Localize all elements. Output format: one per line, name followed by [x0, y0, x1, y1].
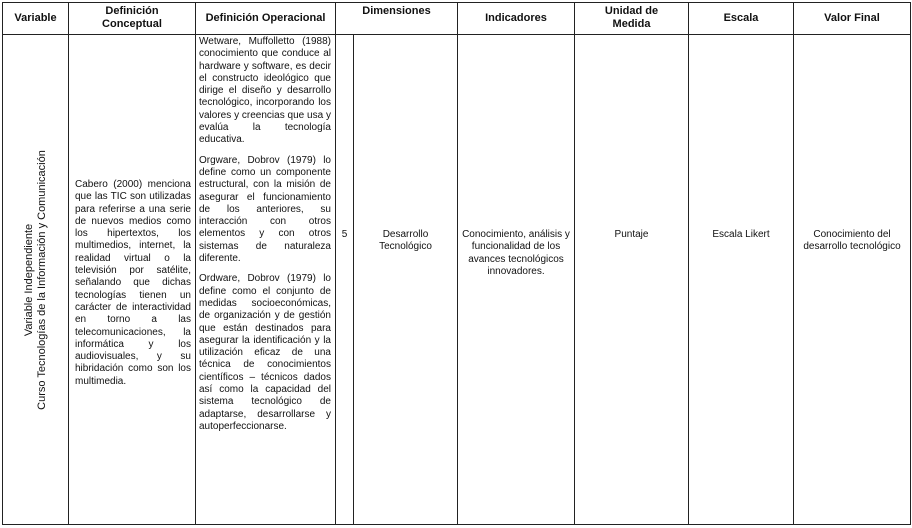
header-indicadores: Indicadores [458, 3, 575, 35]
table-row [3, 35, 911, 525]
variable-label [23, 150, 49, 410]
escala-text: Escala Likert [712, 229, 770, 240]
operationalization-table [2, 2, 911, 525]
indicadores-cell [458, 35, 575, 525]
header-variable: Variable [3, 3, 69, 35]
valor-final-cell [794, 35, 911, 525]
escala-cell [689, 35, 794, 525]
orgware-paragraph: Orgware, Dobrov (1979) lo define como un componente estructural, con la misión de asegurar el funcionamiento de los anteriores, su interacción con otros elementos y con otros sistemas de naturaleza diferente. [199, 154, 331, 265]
header-valor-final: Valor Final [794, 3, 911, 35]
dimension-number: 5 [336, 35, 354, 525]
valor-final-text: Conocimiento del desarrollo tecnológico [803, 229, 901, 253]
header-row [3, 3, 911, 35]
header-dimensiones: Dimensiones [336, 3, 458, 35]
wetware-paragraph: Wetware, Muffolletto (1988) conocimiento que conduce al hardware y software, es decir el constructo ideológico que dirige el diseño y desarrollo tecnológico, incorporando los valores y creencias que usa y evalúa la tecnología educativa. [199, 36, 331, 146]
definicion-conceptual-cell [69, 35, 196, 525]
dimension-cell [354, 35, 458, 525]
header-definicion-operacional: Definición Operacional [196, 3, 336, 35]
unidad-medida-cell [575, 35, 689, 525]
ordware-paragraph: Ordware, Dobrov (1979) lo define como el conjunto de medidas socioeconómicas, de organización y de gestión que están destinados para asegurar la identificación y la utilización eficaz de una técnica de conocimientos científicos – técnicos dados así como la capacidad del sistema tecnológico de adaptarse, desarrollarse y autoperfeccionarse. [199, 273, 331, 432]
header-unidad-medida: Unidad de Medida [575, 3, 689, 35]
header-definicion-conceptual: Definición Conceptual [69, 3, 196, 35]
indicadores-text: Conocimiento, análisis y funcionalidad de los avances tecnológicos innovadores. [462, 229, 570, 277]
definicion-conceptual-text: Cabero (2000) menciona que las TIC son utilizadas para referirse a una serie de nuevos medios como los hipertextos, los multimedios, internet, la realidad virtual o la televisión por satélite, señalando que dichas tecnologías tienen un carácter de interactividad en torno a las telecomunicaciones, la informática y los audiovisuales, y su hibridación como son los multimedia. [75, 178, 191, 387]
definicion-operacional-cell [196, 35, 336, 525]
header-escala: Escala [689, 3, 794, 35]
unidad-medida-text: Puntaje [614, 229, 649, 240]
variable-cell [3, 35, 69, 525]
variable-type: Variable Independiente [22, 223, 35, 336]
dimension-text: Desarrollo Tecnológico [379, 229, 432, 253]
variable-name: Curso Tecnologías de la Información y Comunicación [35, 149, 48, 410]
